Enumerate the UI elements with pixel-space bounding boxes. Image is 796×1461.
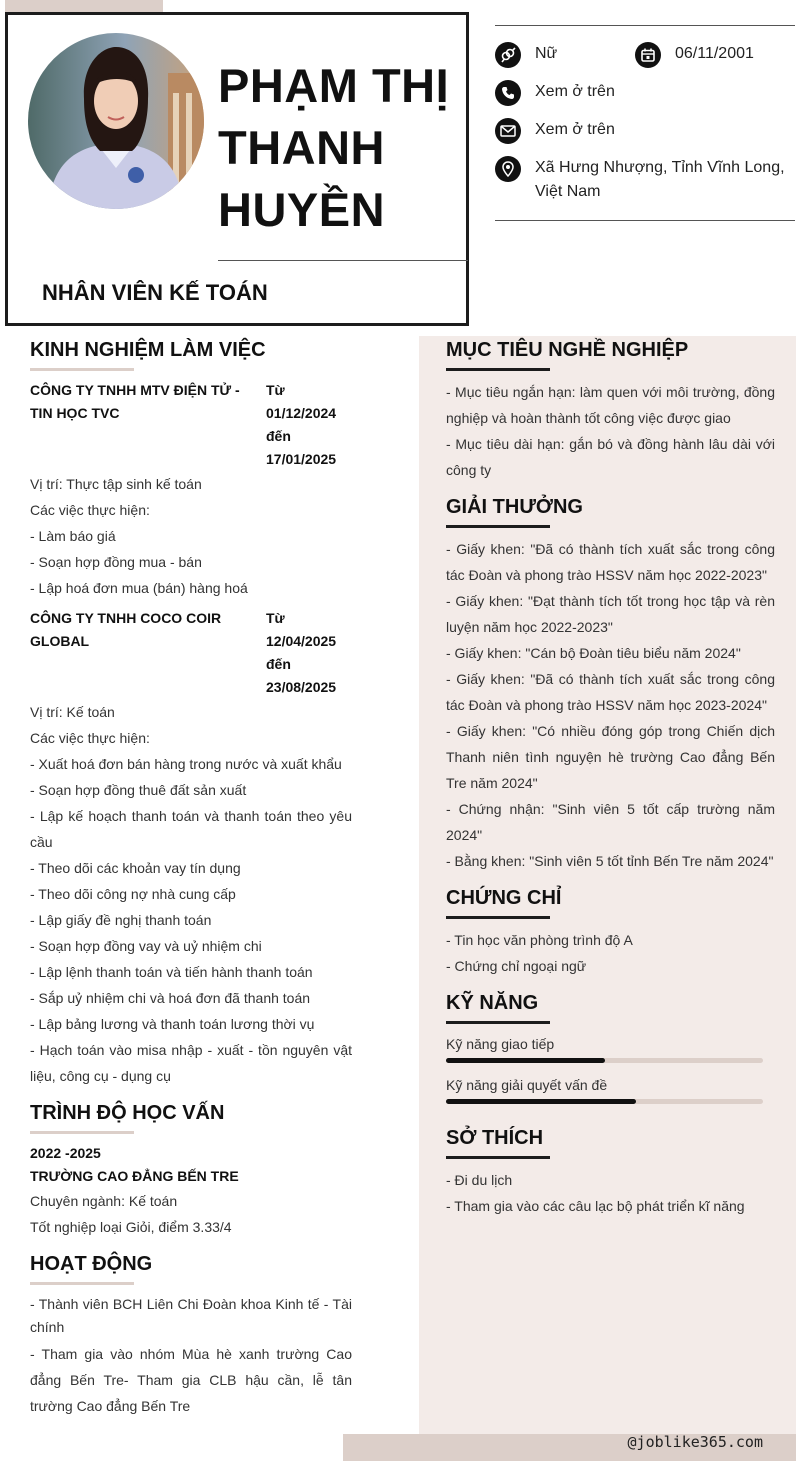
education-major: Chuyên ngành: Kế toán bbox=[30, 1193, 178, 1209]
skill-label: Kỹ năng giao tiếp bbox=[446, 1036, 555, 1052]
education-section bbox=[30, 1099, 352, 1240]
email-value: Xem ở trên bbox=[535, 121, 615, 138]
skill-bar-track bbox=[446, 1099, 763, 1104]
award-item: - Giấy khen: "Đạt thành tích tốt trong học tập và rèn luyện năm học 2022-2023" bbox=[446, 593, 775, 635]
job-task: - Lập giấy đề nghị thanh toán bbox=[30, 912, 212, 928]
job-company: CÔNG TY TNHH MTV ĐIỆN TỬ - TIN HỌC TVC bbox=[30, 382, 240, 421]
section-underline bbox=[446, 525, 550, 528]
hobbies-section bbox=[446, 1124, 775, 1219]
section-heading: GIẢI THƯỞNG bbox=[446, 496, 583, 518]
section-underline bbox=[446, 1021, 550, 1024]
date-to: 23/08/2025 bbox=[266, 679, 337, 695]
hobby-item: - Tham gia vào các câu lạc bộ phát triển kĩ năng bbox=[446, 1198, 745, 1214]
section-underline bbox=[446, 916, 550, 919]
right-column bbox=[446, 336, 775, 1219]
address-row bbox=[495, 156, 795, 204]
contact-info bbox=[495, 25, 795, 221]
job-date bbox=[266, 379, 352, 471]
job-task: - Lập lệnh thanh toán và tiến hành thanh toán bbox=[30, 964, 313, 980]
date-from: 01/12/2024 bbox=[266, 405, 337, 421]
job-entry bbox=[30, 607, 352, 1089]
section-heading: TRÌNH ĐỘ HỌC VẤN bbox=[30, 1102, 225, 1124]
certificate-item: - Chứng chỉ ngoại ngữ bbox=[446, 958, 587, 974]
certificate-item: - Tin học văn phòng trình độ A bbox=[446, 932, 633, 948]
job-task: - Soạn hợp đồng mua - bán bbox=[30, 554, 202, 570]
skill-bar-fill bbox=[446, 1099, 636, 1104]
job-title: NHÂN VIÊN KẾ TOÁN bbox=[42, 280, 268, 305]
name-line-1: PHẠM THỊ bbox=[218, 59, 450, 112]
skills-section bbox=[446, 989, 775, 1104]
job-position: Vị trí: Kế toán bbox=[30, 704, 115, 720]
date-to: 17/01/2025 bbox=[266, 451, 337, 467]
job-task: - Làm báo giá bbox=[30, 528, 116, 544]
award-item: - Giấy khen: "Có nhiều đóng góp trong Chiến dịch Thanh niên tình nguyện hè trường Cao đẳng Bến Tre năm 2024" bbox=[446, 723, 775, 791]
phone-icon bbox=[495, 80, 521, 106]
date-from-label: Từ bbox=[266, 610, 285, 626]
activity-item: - Tham gia vào nhóm Mùa hè xanh trường Cao đẳng Bến Tre- Tham gia CLB hậu cần, lễ tân trường Cao đẳng Bến Tre bbox=[30, 1346, 352, 1414]
activities-section bbox=[30, 1250, 352, 1419]
skill-label: Kỹ năng giải quyết vấn đề bbox=[446, 1077, 608, 1093]
date-from-label: Từ bbox=[266, 382, 285, 398]
job-task: - Theo dõi các khoản vay tín dụng bbox=[30, 860, 241, 876]
job-company: CÔNG TY TNHH COCO COIR GLOBAL bbox=[30, 610, 222, 649]
date-to-label: đến bbox=[266, 428, 291, 444]
objective-item: - Mục tiêu ngắn hạn: làm quen với môi trường, đồng nghiệp và hoàn thành tốt công việc được giao bbox=[446, 384, 775, 426]
job-task: - Theo dõi công nợ nhà cung cấp bbox=[30, 886, 236, 902]
location-icon bbox=[495, 156, 521, 182]
award-item: - Giấy khen: "Đã có thành tích xuất sắc trong công tác Đoàn và phong trào HSSV năm học 2023-2024" bbox=[446, 671, 775, 713]
education-years: 2022 -2025 bbox=[30, 1145, 101, 1161]
job-task: - Lập kế hoạch thanh toán và thanh toán theo yêu cầu bbox=[30, 808, 352, 850]
activity-item: - Thành viên BCH Liên Chi Đoàn khoa Kinh tế - Tài chính bbox=[30, 1296, 352, 1335]
skill-item bbox=[446, 1034, 775, 1063]
name-line-3: HUYỀN bbox=[218, 183, 386, 236]
section-underline bbox=[30, 1282, 134, 1285]
calendar-icon bbox=[635, 42, 661, 68]
name-line-2: THANH bbox=[218, 121, 385, 174]
award-item: - Bằng khen: "Sinh viên 5 tốt tỉnh Bến Tre năm 2024" bbox=[446, 853, 774, 869]
left-column bbox=[30, 336, 352, 1419]
section-underline bbox=[30, 1131, 134, 1134]
avatar bbox=[28, 33, 204, 209]
skill-bar-fill bbox=[446, 1058, 605, 1063]
birthday-value: 06/11/2001 bbox=[675, 45, 754, 62]
award-item: - Giấy khen: "Đã có thành tích xuất sắc trong công tác Đoàn và phong trào HSSV năm học 2022-2023" bbox=[446, 541, 775, 583]
job-task: - Sắp uỷ nhiệm chi và hoá đơn đã thanh toán bbox=[30, 990, 311, 1006]
job-task: - Soạn hợp đồng vay và uỷ nhiệm chi bbox=[30, 938, 262, 954]
phone-value: Xem ở trên bbox=[535, 83, 615, 100]
hobby-item: - Đi du lịch bbox=[446, 1172, 513, 1188]
skill-item bbox=[446, 1075, 775, 1104]
section-underline bbox=[446, 368, 550, 371]
job-position: Vị trí: Thực tập sinh kế toán bbox=[30, 476, 202, 492]
job-date bbox=[266, 607, 352, 699]
job-task: - Xuất hoá đơn bán hàng trong nước và xuất khẩu bbox=[30, 756, 342, 772]
award-item: - Giấy khen: "Cán bộ Đoàn tiêu biểu năm 2024" bbox=[446, 645, 741, 661]
name-divider bbox=[218, 260, 468, 261]
job-task: - Soạn hợp đồng thuê đất sản xuất bbox=[30, 782, 247, 798]
gender-icon bbox=[495, 42, 521, 68]
email-row bbox=[495, 118, 615, 144]
birthday-row bbox=[635, 42, 754, 68]
date-from: 12/04/2025 bbox=[266, 633, 337, 649]
objective-item: - Mục tiêu dài hạn: gắn bó và đồng hành lâu dài với công ty bbox=[446, 436, 775, 478]
section-heading: SỞ THÍCH bbox=[446, 1127, 544, 1149]
job-entry bbox=[30, 379, 352, 601]
job-task: - Hạch toán vào misa nhập - xuất - tồn nguyên vật liệu, công cụ - dụng cụ bbox=[30, 1042, 352, 1084]
section-heading: KỸ NĂNG bbox=[446, 992, 539, 1014]
section-underline bbox=[446, 1156, 550, 1159]
candidate-name bbox=[218, 55, 468, 241]
job-task: - Lập hoá đơn mua (bán) hàng hoá bbox=[30, 580, 248, 596]
education-school: TRƯỜNG CAO ĐẲNG BẾN TRE bbox=[30, 1168, 239, 1184]
section-heading: HOẠT ĐỘNG bbox=[30, 1253, 153, 1275]
objective-section bbox=[446, 336, 775, 483]
email-icon bbox=[495, 118, 521, 144]
job-tasks-label: Các việc thực hiện: bbox=[30, 502, 150, 518]
awards-section bbox=[446, 493, 775, 874]
section-heading: MỤC TIÊU NGHỀ NGHIỆP bbox=[446, 339, 689, 361]
job-task: - Lập bảng lương và thanh toán lương thời vụ bbox=[30, 1016, 315, 1032]
skill-bar-track bbox=[446, 1058, 763, 1063]
award-item: - Chứng nhận: "Sinh viên 5 tốt cấp trường năm 2024" bbox=[446, 801, 775, 843]
job-tasks-label: Các việc thực hiện: bbox=[30, 730, 150, 746]
phone-row bbox=[495, 80, 615, 106]
gender-value: Nữ bbox=[535, 45, 558, 62]
certificates-section bbox=[446, 884, 775, 979]
address-value: Xã Hưng Nhượng, Tỉnh Vĩnh Long, Việt Nam bbox=[535, 159, 785, 200]
gender-row bbox=[495, 42, 557, 68]
footer-watermark: @joblike365.com bbox=[627, 1433, 763, 1451]
section-heading: CHỨNG CHỈ bbox=[446, 887, 562, 909]
section-heading: KINH NGHIỆM LÀM VIỆC bbox=[30, 339, 266, 361]
section-underline bbox=[30, 368, 134, 371]
header-box bbox=[5, 12, 469, 326]
date-to-label: đến bbox=[266, 656, 291, 672]
education-result: Tốt nghiệp loại Giỏi, điểm 3.33/4 bbox=[30, 1219, 232, 1235]
experience-section bbox=[30, 336, 352, 1089]
